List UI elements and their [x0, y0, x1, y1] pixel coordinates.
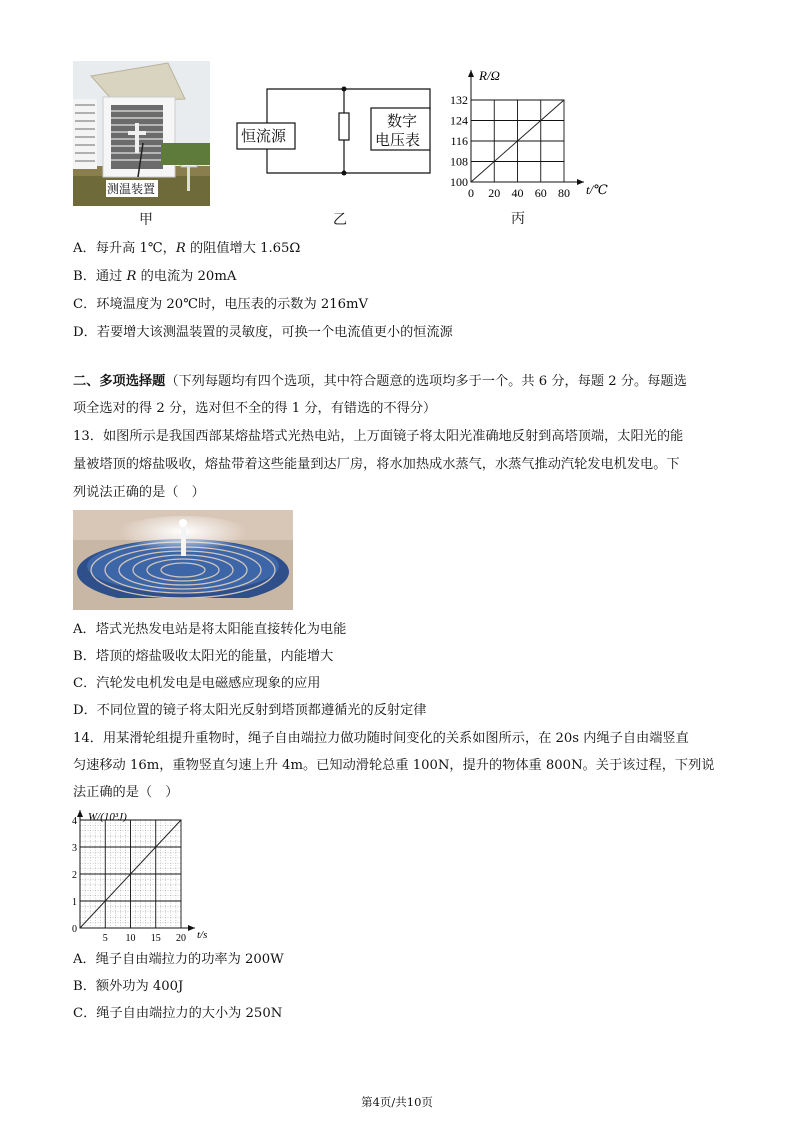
resistor-symbol — [339, 113, 349, 140]
y-tick-label: 4 — [72, 816, 77, 827]
meter-label-line2: 电压表 — [375, 131, 421, 149]
x-axis-arrow-icon — [188, 925, 195, 931]
option-letter: C． — [73, 1006, 97, 1021]
x-tick-label: 40 — [511, 186, 524, 200]
y-axis-arrow-icon — [77, 810, 83, 817]
option-text: 不同位置的镜子将太阳光反射到塔顶都遵循光的反射定律 — [96, 703, 427, 718]
x-axis-label: t/s — [197, 929, 208, 941]
x-axis-arrow-icon — [577, 179, 584, 185]
x-tick-label: 0 — [468, 186, 474, 200]
q13-option-d[interactable] — [73, 702, 426, 720]
solar-tower-photo — [73, 510, 293, 610]
option-text: 若要增大该测温装置的灵敏度，可换一个电流值更小的恒流源 — [96, 325, 453, 340]
page-number: 第4页/共10页 — [361, 1095, 433, 1109]
y-tick-label: 2 — [72, 870, 77, 881]
x-tick-label: 20 — [176, 933, 186, 942]
section2-header — [73, 373, 687, 391]
chart-work-vs-time — [66, 808, 216, 942]
option-text: 塔顶的熔盐吸收太阳光的能量，内能增大 — [95, 649, 334, 664]
q13-option-b[interactable] — [73, 648, 333, 666]
q14-option-c[interactable] — [73, 1005, 282, 1023]
q13-stem-line1: 13．如图所示是我国西部某熔盐塔式光热电站，上万面镜子将太阳光准确地反射到高塔顶端，太阳光的能 — [73, 429, 684, 444]
y-tick-label: 1 — [72, 897, 77, 908]
option-letter: C． — [73, 297, 97, 312]
option-text: 的阻值增大 1.65Ω — [185, 241, 301, 256]
meter-label-line1: 数字 — [387, 112, 418, 130]
option-text: 环境温度为 20℃时，电压表的示数为 216mV — [96, 297, 369, 312]
figure-yi — [233, 80, 433, 195]
x-tick-label: 5 — [102, 933, 108, 942]
q13-option-c[interactable] — [73, 675, 320, 693]
option-text: 绳子自由端拉力的功率为 200W — [95, 952, 284, 967]
data-point — [79, 927, 80, 928]
option-letter: B． — [73, 269, 96, 284]
q13-option-a[interactable] — [73, 621, 346, 639]
figure-jia — [73, 61, 210, 206]
q12-option-a[interactable] — [73, 240, 300, 258]
source-label: 恒流源 — [241, 127, 287, 145]
x-axis-label: t/℃ — [586, 182, 608, 197]
option-letter: A． — [73, 622, 96, 637]
section-description: （下列每题均有四个选项，其中符合题意的选项均多于一个。共 6 分，每题 2 分。每题选 — [165, 374, 687, 389]
junction-dot — [342, 87, 347, 92]
section-title: 二、多项选择题 — [73, 374, 166, 389]
option-text: 的电流为 20mA — [136, 269, 237, 284]
figure-yi-caption: 乙 — [333, 212, 347, 228]
x-tick-label: 15 — [150, 933, 161, 942]
x-tick-label: 20 — [488, 186, 501, 200]
section2-desc-line2: 项全选对的得 2 分，选对但不全的得 1 分，有错选的不得分） — [73, 401, 437, 416]
figure-jia-caption: 甲 — [139, 212, 153, 228]
chart-resistance-vs-temperature — [440, 62, 620, 207]
y-tick-label: 0 — [72, 924, 77, 935]
option-text: 每升高 1℃， — [95, 241, 176, 256]
junction-dot — [342, 171, 347, 176]
option-text: 汽轮发电机发电是电磁感应现象的应用 — [96, 676, 321, 691]
q12-option-b[interactable] — [73, 268, 236, 286]
q14-option-a[interactable] — [73, 951, 284, 969]
q13-stem-line3: 列说法正确的是（ ） — [73, 485, 205, 500]
y-tick-label: 108 — [450, 154, 468, 169]
q14-stem-line1: 14．用某滑轮组提升重物时，绳子自由端拉力做功随时间变化的关系如图所示，在 20s 内绳子自由端竖直 — [73, 731, 689, 746]
option-text: 通过 — [95, 269, 127, 284]
y-axis-label: R/Ω — [479, 68, 500, 83]
data-point — [470, 181, 471, 182]
q12-option-d[interactable] — [73, 324, 453, 342]
option-letter: C． — [73, 676, 97, 691]
y-tick-label: 132 — [450, 93, 468, 107]
y-tick-label: 100 — [450, 175, 468, 189]
q14-stem-line3: 法正确的是（ ） — [73, 785, 179, 800]
option-letter: D． — [73, 703, 97, 718]
y-axis-label: W/(10³J) — [88, 811, 127, 823]
data-point — [180, 819, 181, 820]
x-tick-label: 60 — [534, 186, 547, 200]
q14-option-b[interactable] — [73, 978, 183, 996]
figure-jia-label: 测温装置 — [107, 182, 156, 196]
y-tick-label: 116 — [450, 134, 468, 148]
variable-r: R — [126, 269, 137, 284]
q14-stem-line2: 匀速移动 16m，重物竖直匀速上升 4m。已知动滑轮总重 100N，提升的物体重 800N。关于该过程，下列说 — [73, 758, 715, 773]
option-letter: A． — [73, 241, 96, 256]
y-axis-arrow-icon — [468, 70, 474, 77]
option-letter: D． — [73, 325, 97, 340]
option-letter: B． — [73, 649, 96, 664]
x-tick-label: 10 — [125, 933, 136, 942]
variable-r: R — [175, 241, 186, 256]
figure-bing-caption: 丙 — [511, 211, 525, 227]
option-text: 绳子自由端拉力的大小为 250N — [96, 1006, 283, 1021]
option-text: 额外功为 400J — [95, 979, 184, 994]
data-point — [563, 99, 564, 100]
option-text: 塔式光热发电站是将太阳能直接转化为电能 — [95, 622, 347, 637]
q12-option-c[interactable] — [73, 296, 368, 314]
q13-stem-line2: 量被塔顶的熔盐吸收，熔盐带着这些能量到达厂房，将水加热成水蒸气，水蒸气推动汽轮发电机发电。下 — [73, 457, 680, 472]
x-tick-label: 80 — [558, 186, 570, 200]
y-tick-label: 124 — [450, 113, 468, 128]
option-letter: B． — [73, 979, 96, 994]
option-letter: A． — [73, 952, 96, 967]
y-tick-label: 3 — [72, 843, 77, 854]
